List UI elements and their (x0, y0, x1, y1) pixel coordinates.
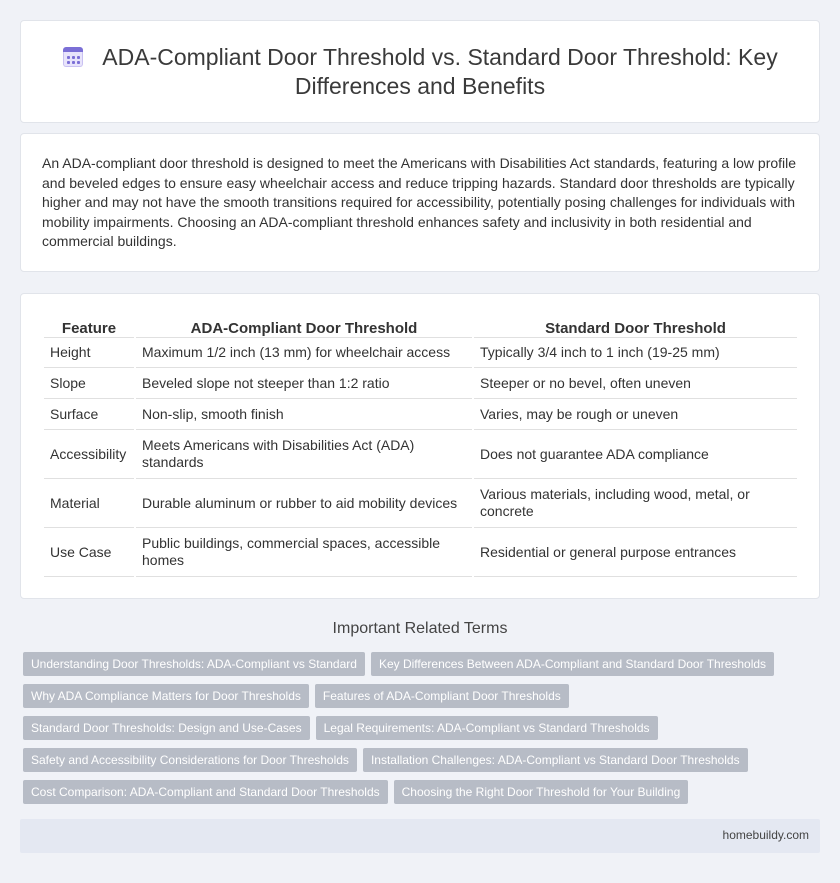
table-row (44, 399, 797, 430)
table-cell-standard: Steeper or no bevel, often uneven (474, 368, 797, 399)
page-title-wrap (21, 43, 819, 101)
tag-row (23, 716, 823, 748)
table-cell-ada: Beveled slope not steeper than 1:2 ratio (136, 368, 472, 399)
table-row (44, 368, 797, 399)
table-cell-feature: Surface (44, 399, 134, 430)
intro-paragraph: An ADA-compliant door threshold is designed to meet the Americans with Disabilities Act standards, featuring a low profile and beveled edges to ensure easy wheelchair access and reduce tripping hazards. Standard door thresholds are typically higher and may not have the smooth transitions required for accessibility, potentially posing challenges for individuals with mobility impairments. Choosing an ADA-compliant threshold enhances safety and inclusivity in both residential and commercial buildings. (42, 155, 797, 249)
related-term-link[interactable]: Standard Door Thresholds: Design and Use-Cases (23, 716, 310, 740)
related-term-link[interactable]: Cost Comparison: ADA-Compliant and Standard Door Thresholds (23, 780, 388, 804)
related-term-link[interactable]: Why ADA Compliance Matters for Door Thresholds (23, 684, 309, 708)
related-term-link[interactable]: Legal Requirements: ADA-Compliant vs Standard Thresholds (316, 716, 658, 740)
tag-row (23, 684, 823, 716)
footer-site-name: homebuildy.com (722, 828, 809, 842)
related-term-link[interactable]: Choosing the Right Door Threshold for Your Building (394, 780, 689, 804)
table-cell-feature: Use Case (44, 528, 134, 577)
table-cell-feature: Accessibility (44, 430, 134, 479)
table-cell-ada: Maximum 1/2 inch (13 mm) for wheelchair access (136, 338, 472, 368)
related-terms-list (23, 652, 823, 812)
table-row (44, 430, 797, 479)
title-card (20, 20, 820, 123)
tag-row (23, 652, 823, 684)
table-cell-feature: Material (44, 479, 134, 528)
table-cell-feature: Slope (44, 368, 134, 399)
table-row (44, 479, 797, 528)
calendar-icon (62, 46, 84, 68)
table-header-row (44, 316, 797, 338)
page-title: ADA-Compliant Door Threshold vs. Standard Door Threshold: Key Differences and Benefits (102, 44, 778, 99)
table-row (44, 528, 797, 577)
table-cell-ada: Durable aluminum or rubber to aid mobility devices (136, 479, 472, 528)
related-term-link[interactable]: Installation Challenges: ADA-Compliant vs Standard Door Thresholds (363, 748, 748, 772)
related-term-link[interactable]: Understanding Door Thresholds: ADA-Compliant vs Standard (23, 652, 365, 676)
table-header-feature: Feature (44, 316, 134, 338)
table-cell-standard: Does not guarantee ADA compliance (474, 430, 797, 479)
table-cell-standard: Varies, may be rough or uneven (474, 399, 797, 430)
intro-card (20, 133, 820, 272)
table-cell-ada: Non-slip, smooth finish (136, 399, 472, 430)
related-terms-title: Important Related Terms (332, 620, 508, 637)
table-cell-ada: Public buildings, commercial spaces, accessible homes (136, 528, 472, 577)
table-cell-standard: Various materials, including wood, metal, or concrete (474, 479, 797, 528)
table-header-standard: Standard Door Threshold (474, 316, 797, 338)
related-term-link[interactable]: Safety and Accessibility Considerations for Door Thresholds (23, 748, 357, 772)
comparison-table-card (20, 293, 820, 599)
table-header-ada: ADA-Compliant Door Threshold (136, 316, 472, 338)
related-term-link[interactable]: Key Differences Between ADA-Compliant and Standard Door Thresholds (371, 652, 774, 676)
tag-row (23, 780, 823, 812)
related-term-link[interactable]: Features of ADA-Compliant Door Thresholds (315, 684, 569, 708)
table-row (44, 338, 797, 368)
table-cell-feature: Height (44, 338, 134, 368)
table-cell-standard: Residential or general purpose entrances (474, 528, 797, 577)
table-cell-ada: Meets Americans with Disabilities Act (ADA) standards (136, 430, 472, 479)
tag-row (23, 748, 823, 780)
table-cell-standard: Typically 3/4 inch to 1 inch (19-25 mm) (474, 338, 797, 368)
comparison-table (42, 316, 799, 577)
footer (20, 819, 820, 853)
